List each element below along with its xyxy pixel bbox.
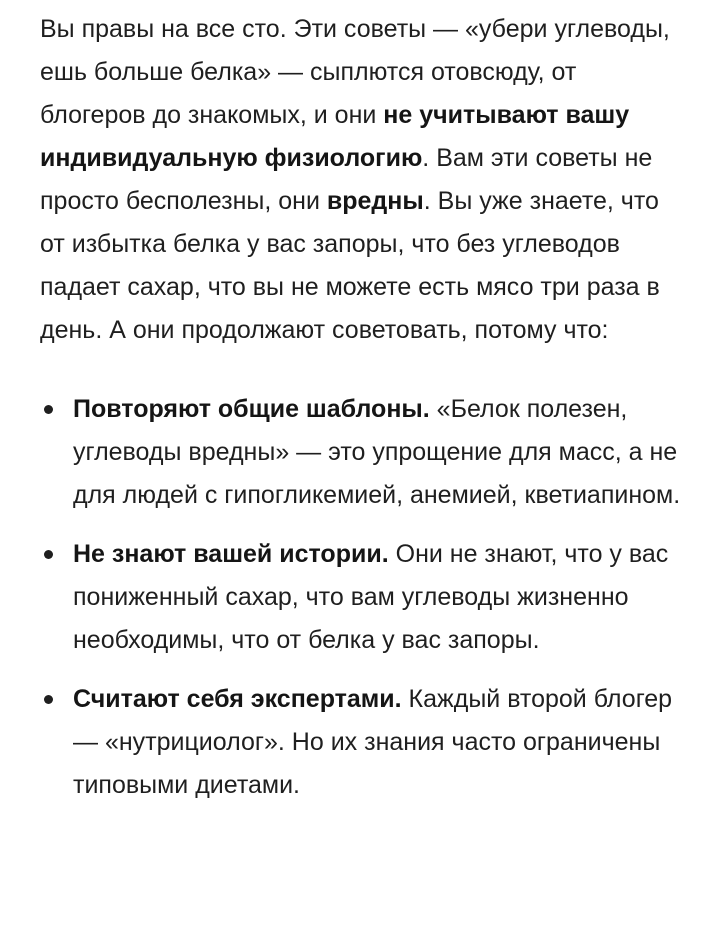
- list-item-title: Не знают вашей истории.: [73, 540, 389, 568]
- list-item-text: Каждый второй блогер — «нутрициолог». Но их знания часто ограничены типовыми диетами.: [73, 685, 673, 799]
- list-item: [40, 533, 682, 662]
- list-item: [40, 678, 682, 807]
- intro-text-1: Вы правы на все сто. Эти советы — «убери углеводы, ешь больше белка» — сыплются отовсюду, от блогеров до знакомых, и они: [40, 15, 670, 129]
- intro-paragraph: [40, 8, 682, 352]
- reasons-list: [40, 388, 682, 807]
- bullet-icon: [44, 550, 53, 559]
- bullet-icon: [44, 695, 53, 704]
- intro-text-3: . Вы уже знаете, что от избытка белка у вас запоры, что без углеводов падает сахар, что вы не можете есть мясо три раза в день. А они продолжают советовать, потому что:: [40, 187, 660, 344]
- list-item: [40, 388, 682, 517]
- intro-bold-1: не учитывают вашу индивидуальную физиологию: [40, 101, 630, 172]
- list-item-text: Они не знают, что у вас пониженный сахар, что вам углеводы жизненно необходимы, что от белка у вас запоры.: [73, 540, 669, 654]
- intro-bold-2: вредны: [326, 187, 424, 215]
- bullet-icon: [44, 405, 53, 414]
- list-item-title: Повторяют общие шаблоны.: [73, 395, 430, 423]
- list-item-text: «Белок полезен, углеводы вредны» — это упрощение для масс, а не для людей с гипогликемией, анемией, кветиапином.: [73, 395, 681, 509]
- intro-text-2: . Вам эти советы не просто бесполезны, они: [40, 144, 653, 215]
- list-item-title: Считают себя экспертами.: [73, 685, 402, 713]
